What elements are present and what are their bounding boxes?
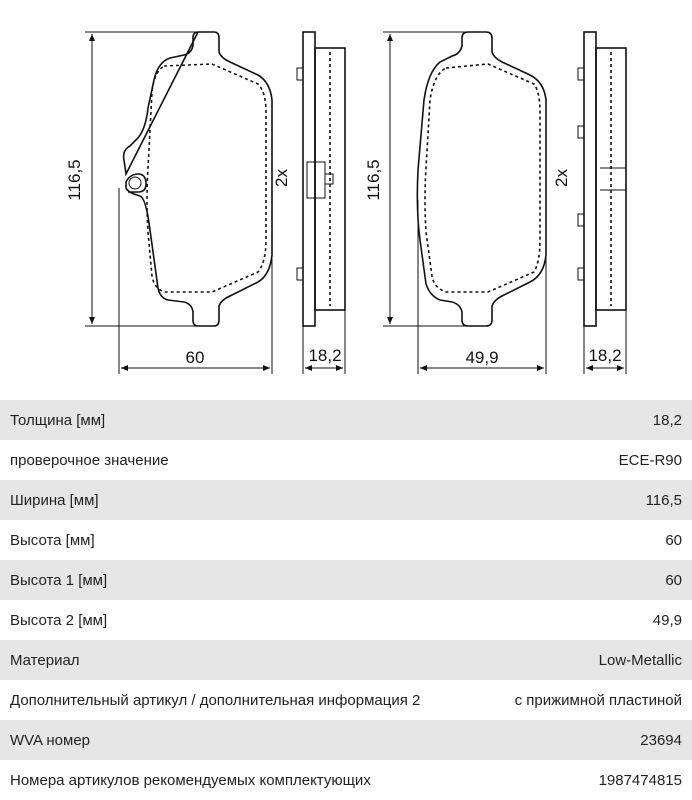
- pad1-tab-hole: [129, 177, 141, 189]
- spec-row-wva-number: [0, 720, 692, 760]
- spec-label: Высота 2 [мм]: [10, 611, 108, 629]
- pad2-height-dimension: [364, 32, 466, 326]
- spec-value: 60: [665, 531, 682, 549]
- spec-value: Low-Metallic: [598, 651, 682, 669]
- spec-row-material: [0, 640, 692, 680]
- spec-value: ECE-R90: [618, 451, 682, 469]
- pad2-side-view: [552, 32, 626, 326]
- spec-row-recommended-parts: [0, 760, 692, 800]
- spec-row-thickness: [0, 400, 692, 440]
- pad1-qty-label: 2x: [272, 169, 291, 187]
- pad1-thickness-dimension: [303, 310, 345, 374]
- pad2-front-view: [417, 32, 546, 326]
- spec-label: Высота 1 [мм]: [10, 571, 108, 589]
- spec-label: Толщина [мм]: [10, 411, 106, 429]
- spec-row-height-1: [0, 560, 692, 600]
- spec-label: Дополнительный артикул / дополнительная информация 2: [10, 691, 421, 709]
- spec-label: Материал: [10, 651, 80, 669]
- pad2-height-label: 116,5: [364, 159, 383, 201]
- pad2-backing-plate: [417, 32, 546, 326]
- pad1-height-label: 116,5: [65, 159, 84, 201]
- pad2-width-label: 49,9: [465, 348, 499, 367]
- pad1-side-view: [272, 32, 345, 326]
- spec-value: 23694: [640, 731, 682, 749]
- spec-label: Номера артикулов рекомендуемых комплектующих: [10, 771, 371, 789]
- spec-row-additional-info: [0, 680, 692, 720]
- pad2-thickness-dimension: [584, 310, 626, 374]
- spec-value: 116,5: [645, 491, 682, 509]
- spec-label: Высота [мм]: [10, 531, 95, 549]
- pad2-qty-label: 2x: [552, 169, 571, 187]
- spec-row-test-value: [0, 440, 692, 480]
- spec-label: WVA номер: [10, 731, 91, 749]
- spec-value: 18,2: [652, 411, 682, 429]
- pad2-thickness-label: 18,2: [588, 346, 622, 365]
- spec-label: Ширина [мм]: [10, 491, 99, 509]
- pad1-width-label: 60: [185, 348, 205, 367]
- pad1-backing-plate: [124, 32, 272, 326]
- spec-row-height-2: [0, 600, 692, 640]
- spec-value: 1987474815: [598, 771, 682, 789]
- spec-table: [0, 400, 692, 800]
- pad2-friction-material: [425, 64, 540, 292]
- spec-row-height: [0, 520, 692, 560]
- pad1-thickness-label: 18,2: [308, 346, 342, 365]
- spec-label: проверочное значение: [10, 451, 169, 469]
- spec-value: 60: [665, 571, 682, 589]
- pad1-front-view: [124, 32, 272, 326]
- spec-value: 49,9: [652, 611, 682, 629]
- pad1-width-dimension: [119, 188, 272, 374]
- spec-row-width: [0, 480, 692, 520]
- spec-value: с прижимной пластиной: [514, 691, 682, 709]
